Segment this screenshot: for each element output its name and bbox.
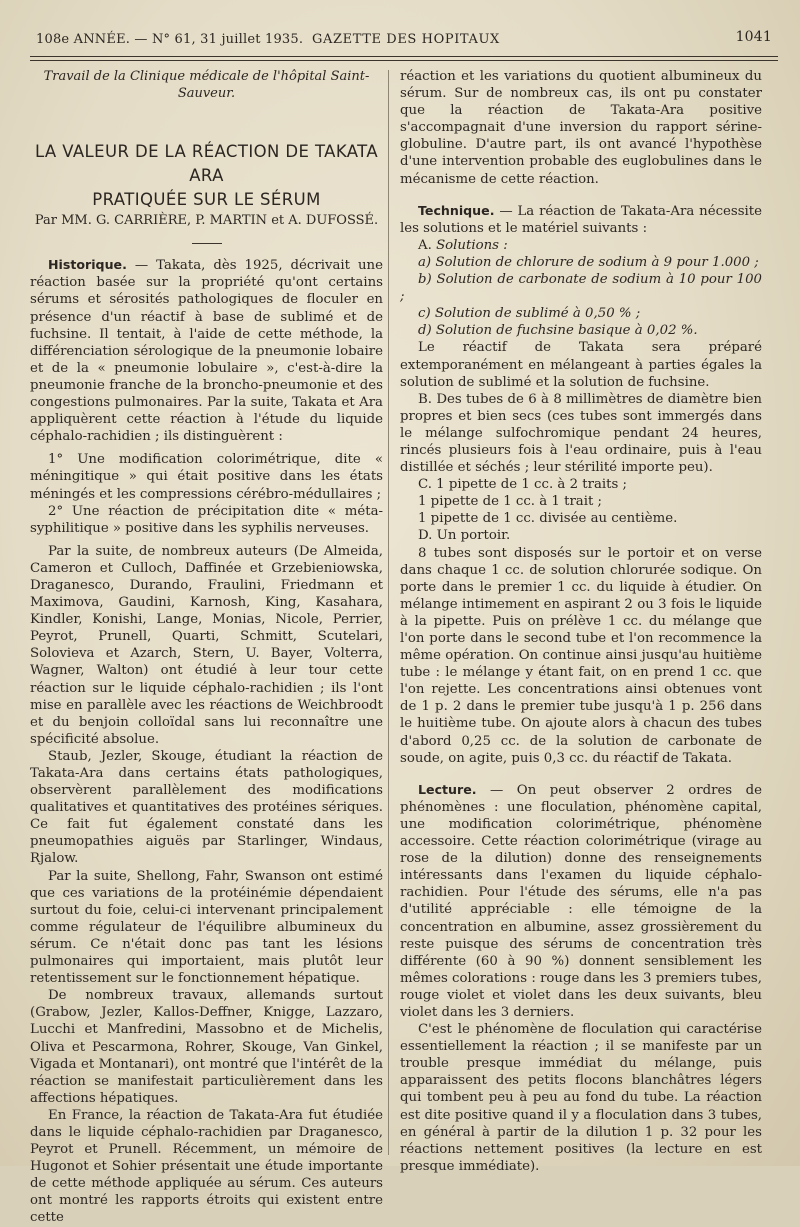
historique-heading: Historique.: [48, 257, 127, 273]
pipette-item-3: 1 pipette de 1 cc. divisée au centième.: [418, 511, 678, 527]
header-rule-bottom: [30, 60, 778, 61]
technique-paragraph: [400, 202, 762, 237]
article-credit: Travail de la Clinique médicale de l'hôpital Saint-Sauveur.: [43, 69, 370, 102]
article-title-line-2: PRATIQUÉE SUR LE SÉRUM: [92, 190, 321, 210]
staub-paragraph: Staub, Jezler, Skouge, étudiant la réaction de Takata-Ara dans certains états pathologiques, observèrent parallèlement des modifications qualitatives et quantitatives des protéines sériques. Ce fait fut également constaté dans les pneumopathies aiguës par Starlinger, Windaus, Rjalow.: [30, 748, 383, 867]
solutions-letter: A.: [418, 237, 437, 253]
floculation-paragraph: C'est le phénomène de floculation qui caractérise essentiellement la réaction ; il se manifeste par un trouble presque immédiat du mélange, puis apparaissent des petits flocons blanchâtres légers qui tombent peu à peu au fond du tube. La réaction est dite positive quand il y a floculation dans 3 tubes, en général à partir de la dilution 1 p. 32 pour les réactions nettement positives (la lecture en est presque immédiate).: [400, 1022, 762, 1174]
lecture-paragraph: [400, 781, 762, 1021]
auteurs-paragraph: Par la suite, de nombreux auteurs (De Almeida, Cameron et Culloch, Daffinée et Grzebieniowska, Draganesco, Durando, Fraulini, Friedmann et Maximova, Gaudini, Karnosh, King, Kasahara, Kindler, Konishi, Lange, Monias, Nicole, Perrier, Peyrot, Prunell, Quarti, Schmitt, Scutelari, Solovieva et Azarch, Stern, U. Bayer, Volterra, Wagner, Walton) ont étudié à leur tour cette réaction sur le liquide céphalo-rachidien ; ils l'ont mise en parallèle avec les réactions de Weichbroodt et du benjoin colloïdal sans lui reconnaître une spécificité absolue.: [30, 543, 383, 747]
solutions-heading: [400, 237, 762, 254]
article-authors: Par MM. G. CARRIÈRE, P. MARTIN et A. DUFOSSÉ.: [34, 213, 379, 229]
solution-a: a) Solution de chlorure de sodium à 9 pour 1.000 ;: [418, 254, 759, 270]
header-rule-top: [30, 56, 778, 57]
issue-info: 108e ANNÉE. — N° 61, 31 juillet 1935.: [36, 32, 304, 47]
france-paragraph: En France, la réaction de Takata-Ara fut étudiée dans le liquide céphalo-rachidien par Draganesco, Peyrot et Prunell. Récemment, un mémoire de Hugonot et Sohier présentait une étude importante de cette méthode appliquée au sérum. Ces auteurs ont montré les rapports étroits qui existent entre cette: [30, 1107, 383, 1226]
running-header: [36, 29, 778, 51]
tubes-procedure-paragraph: 8 tubes sont disposés sur le portoir et on verse dans chaque 1 cc. de solution chlorurée sodique. On porte dans le premier 1 cc. du liquide à étudier. On mélange intimement en aspirant 2 ou 3 fois le liquide à la pipette. Puis on prélève 1 cc. du mélange que l'on porte dans le second tube et l'on recommence la même opération. On continue ainsi jusqu'au huitième tube : le mélange y étant fait, on en prend 1 cc. que l'on rejette. Les concentrations ainsi obtenues vont de 1 p. 2 dans le premier tube jusqu'à 1 p. 256 dans le huitième tube. On ajoute alors à chacun des tubes d'abord 0,25 cc. de la solution de carbonate de soude, on agite, puis 0,3 cc. du réactif de Takata.: [400, 545, 762, 766]
article-title: [30, 140, 383, 212]
historique-text: — Takata, dès 1925, décrivait une réaction basée sur la propriété qu'ont certains sérums et sérosités pathologiques de floculer en présence d'un réactif à base de sublimé et de fuchsine. Il tentait, à l'aide de cette méthode, la différenciation sérologique de la pneumonie lobaire et de la « pneumonie lobulaire », c'est-à-dire la pneumonie franche de la broncho-pneumonie et des congestions pulmonaires. Par la suite, Takata et Ara appliquèrent cette réaction à l'étude du liquide céphalo-rachidien ; ils distinguèrent :: [30, 258, 383, 445]
lecture-text: — On peut observer 2 ordres de phénomènes : une floculation, phénomène capital, une modification colorimétrique, phénomène accessoire. Cette réaction colorimétrique (virage au rose de la dilution) donne des renseignements intéressants dans l'examen du liquide céphalo-rachidien. Pour l'étude des sérums, elle n'a pas d'utilité appréciable : elle témoigne de la concentration en albumine, assez grossièrement du reste puisque des sérums de concentration très différente (60 à 90 %) donnent sensiblement les mêmes colorations : rouge dans les 3 premiers tubes, rouge violet et violet dans les deux suivants, bleu violet dans les 3 derniers.: [400, 782, 762, 1020]
travaux-paragraph: De nombreux travaux, allemands surtout (Grabow, Jezler, Kallos-Deffner, Knigge, Lazzaro, Lucchi et Manfredini, Massobno et de Michelis, Oliva et Pescarmona, Rohrer, Skouge, Van Ginkel, Vigada et Montanari), ont montré que l'intérêt de la réaction se manifestait particulièrement dans les affections hépatiques.: [30, 988, 383, 1106]
journal-name: GAZETTE DES HOPITAUX: [312, 32, 500, 47]
historique-point-1: 1° Une modification colorimétrique, dite « méningitique » qui était positive dans les états méningés et les compressions cérébro-médullaires ;: [30, 452, 383, 502]
pipette-item-1: C. 1 pipette de 1 cc. à 2 traits ;: [418, 477, 628, 493]
continuation-paragraph: réaction et les variations du quotient albumineux du sérum. Sur de nombreux cas, ils ont pu constater que la réaction de Takata-Ara positive s'accompagnait d'une inversion du rapport sérine-globuline. D'autre part, ils ont avancé l'hypothèse d'une intervention probable des euglobulines dans le mécanisme de cette réaction.: [400, 69, 762, 187]
title-separator: [192, 243, 222, 244]
reactif-paragraph: Le réactif de Takata sera préparé extemporanément en mélangeant à parties égales la solution de sublimé et la solution de fuchsine.: [400, 340, 762, 390]
lecture-heading: Lecture.: [418, 781, 477, 797]
historique-paragraph: [30, 256, 383, 445]
tubes-b-paragraph: B. Des tubes de 6 à 8 millimètres de diamètre bien propres et bien secs (ces tubes sont immergés dans le mélange sulfochromique pendant 24 heures, rincés plusieurs fois à l'eau ordinaire, puis à l'eau distillée et séchés ; leur stérilité importe peu).: [400, 391, 762, 476]
right-column: [400, 68, 762, 1175]
technique-heading: Technique.: [418, 202, 495, 218]
pipette-item-2: 1 pipette de 1 cc. à 1 trait ;: [418, 494, 603, 510]
page-number: 1041: [735, 29, 772, 45]
solution-b: b) Solution de carbonate de sodium à 10 pour 100 ;: [400, 272, 762, 305]
historique-point-2: 2° Une réaction de précipitation dite « méta-syphilitique » positive dans les syphilis nerveuses.: [30, 503, 383, 536]
left-column: [30, 68, 383, 1227]
solution-c: c) Solution de sublimé à 0,50 % ;: [418, 306, 641, 322]
shellong-paragraph: Par la suite, Shellong, Fahr, Swanson ont estimé que ces variations de la protéinémie dépendaient surtout du foie, celui-ci intervenant principalement comme régulateur de l'équilibre albumineux du sérum. Ce n'était donc pas tant les lésions pulmonaires qui importaient, mais plutôt leur retentissement sur le fonctionnement hépatique.: [30, 868, 383, 987]
solution-d: d) Solution de fuchsine basique à 0,02 %.: [418, 323, 698, 339]
column-divider: [388, 70, 389, 1155]
technique-text: — La réaction de Takata-Ara nécessite les solutions et le matériel suivants :: [400, 203, 762, 236]
article-title-line-1: LA VALEUR DE LA RÉACTION DE TAKATA ARA: [34, 142, 379, 186]
portoir-item: D. Un portoir.: [418, 528, 511, 544]
solutions-title: Solutions :: [436, 237, 508, 253]
